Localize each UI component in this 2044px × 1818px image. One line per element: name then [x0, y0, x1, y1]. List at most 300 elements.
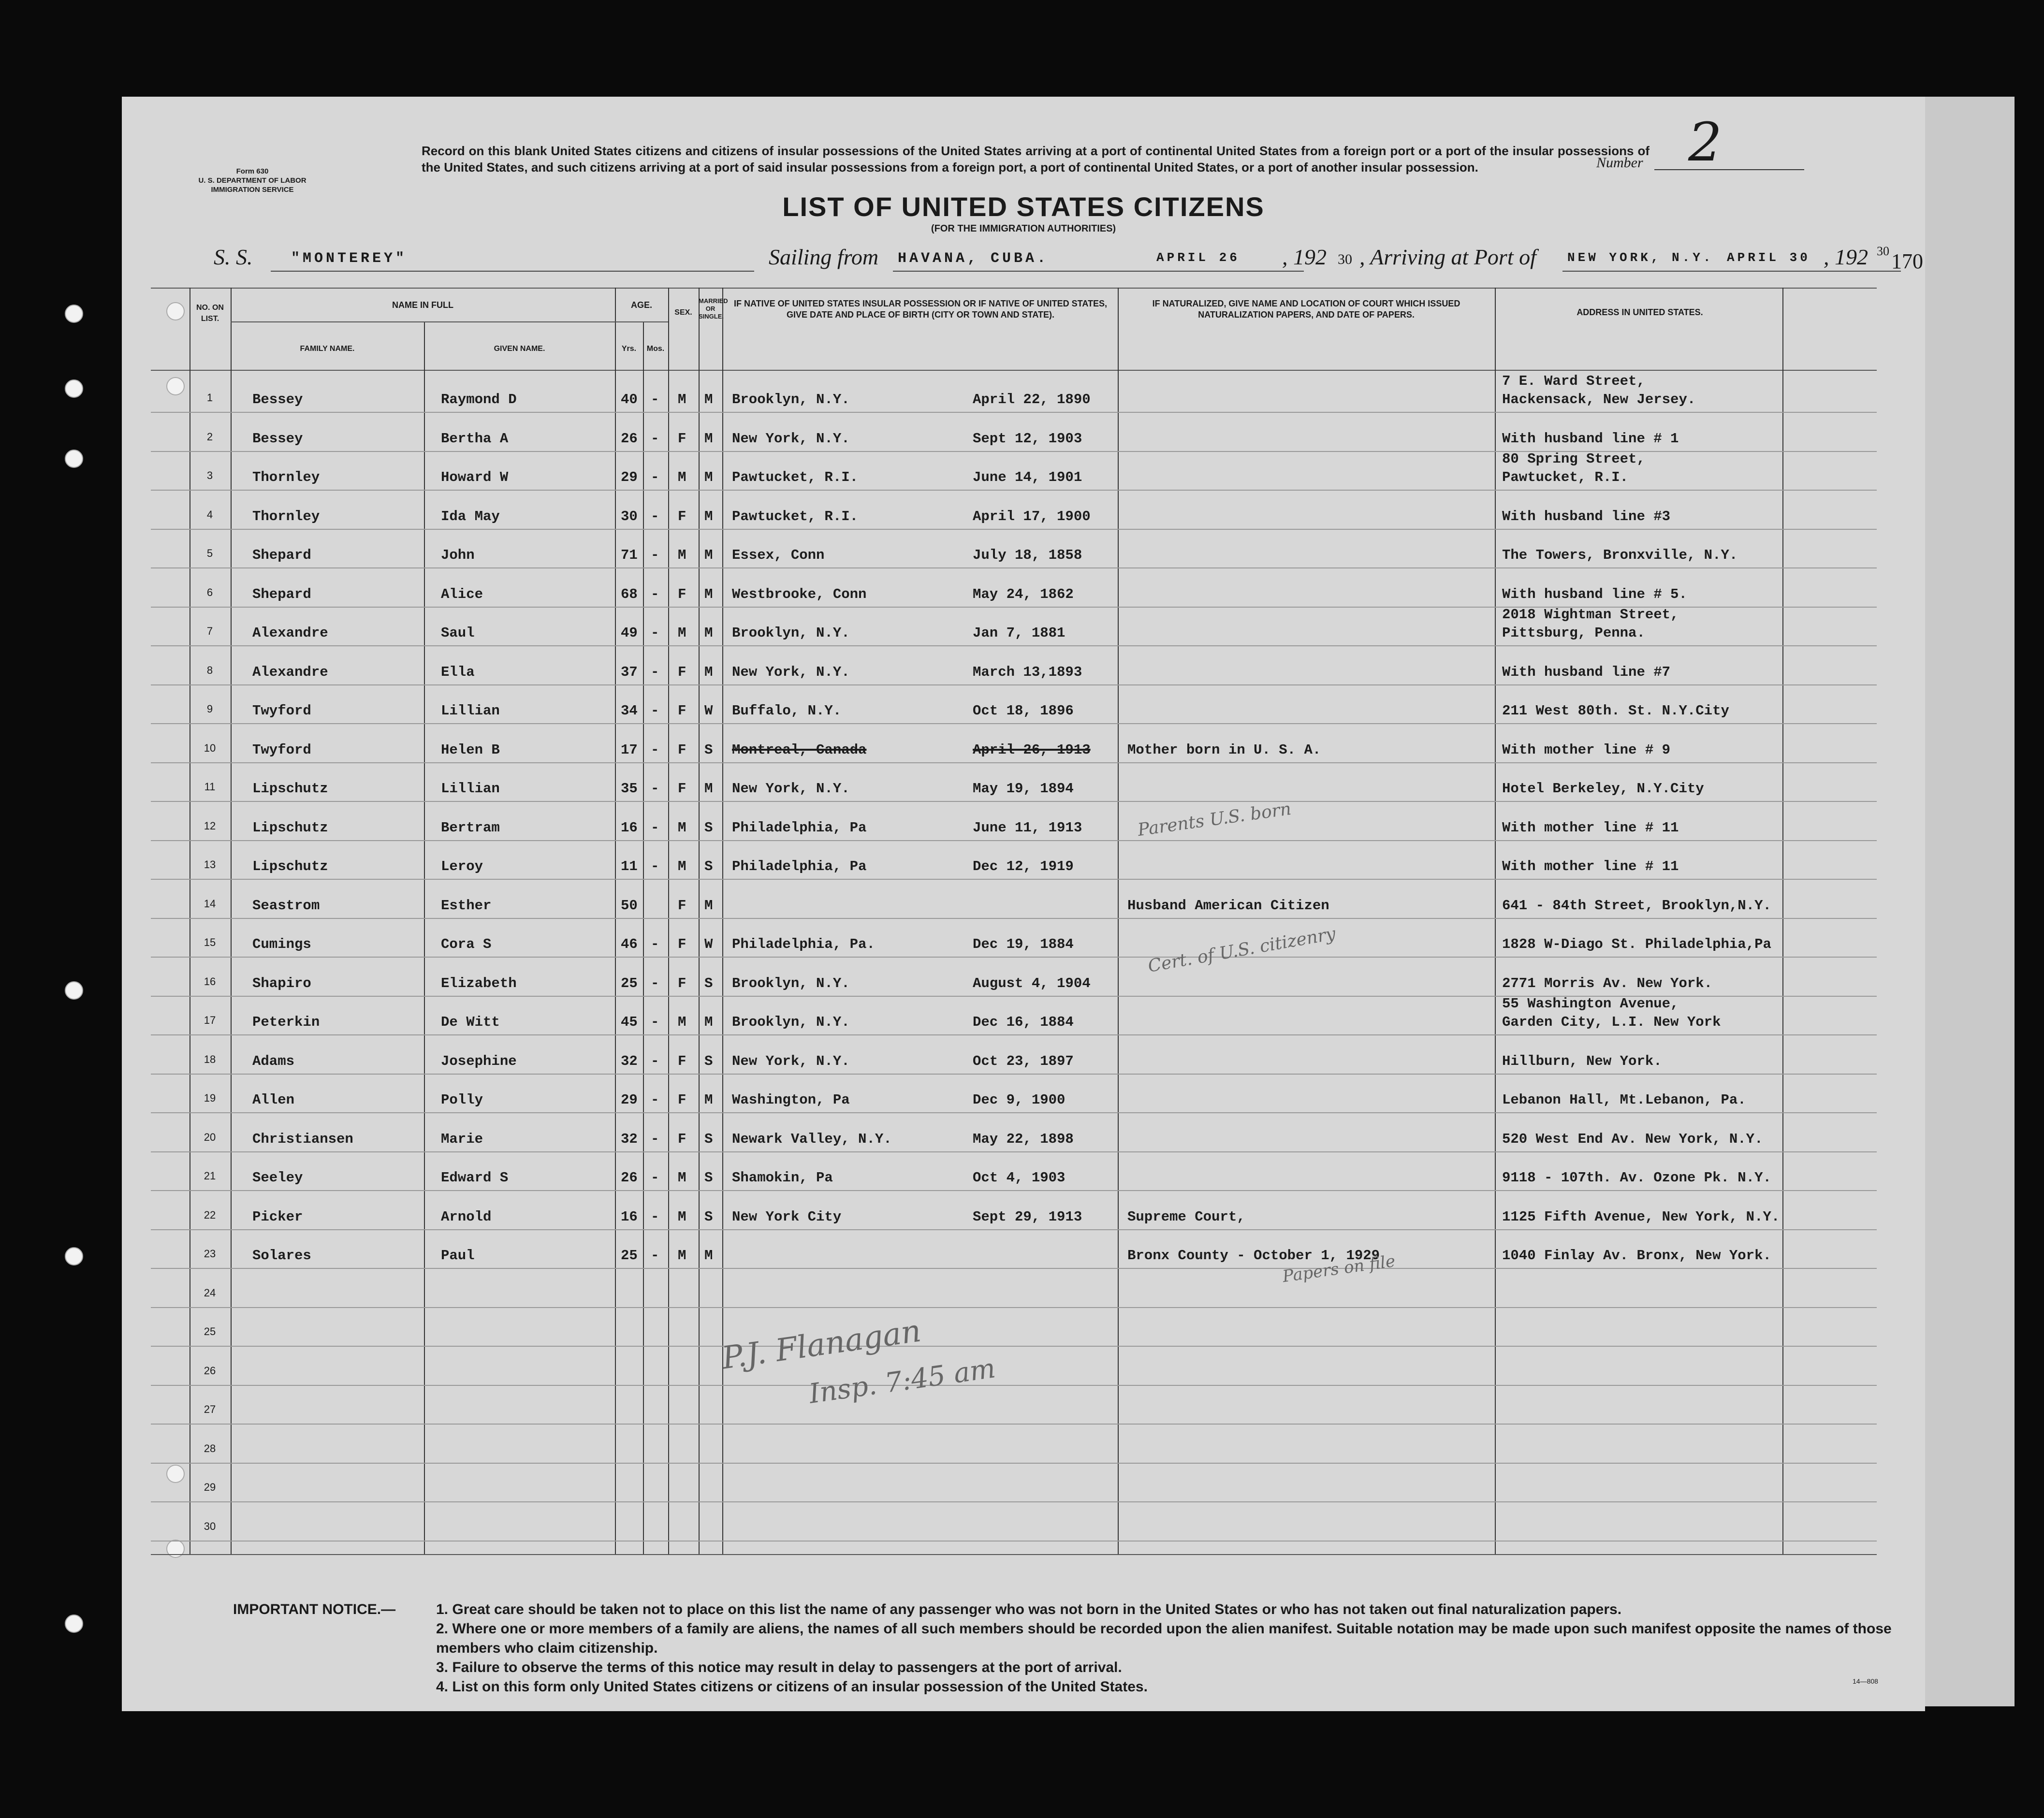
cell-sex: F [678, 1053, 686, 1069]
row-number: 30 [204, 1520, 216, 1532]
row-number: 8 [206, 664, 213, 676]
cell-family: Twyford [252, 703, 311, 719]
cell-family: Alexandre [252, 664, 328, 680]
cell-family: Lipschutz [252, 819, 328, 836]
cell-date: Jan 7, 1881 [973, 625, 1066, 641]
cell-place: Montreal, Canada [732, 742, 867, 758]
cell-given: Josephine [441, 1053, 517, 1069]
cell-date: Dec 16, 1884 [973, 1014, 1074, 1030]
cell-date: Oct 23, 1897 [973, 1053, 1074, 1069]
cell-given: Bertha A [441, 430, 509, 447]
cell-yrs: 25 [621, 1248, 638, 1264]
passenger-table [122, 288, 1925, 1554]
port-underline [1562, 271, 1901, 272]
cell-place: Buffalo, N.Y. [732, 703, 842, 719]
form-identifier [182, 167, 322, 194]
cell-address: With mother line # 11 [1502, 858, 1679, 874]
cell-date: April 22, 1890 [973, 392, 1091, 407]
row-number: 18 [204, 1053, 216, 1065]
notice-lead: IMPORTANT NOTICE.— [233, 1601, 396, 1617]
cell-yrs: 32 [621, 1131, 638, 1147]
cell-yrs: 29 [621, 1092, 638, 1108]
row-rule [151, 1501, 1877, 1502]
cell-sex: F [678, 742, 686, 758]
cell-address: 2771 Morris Av. New York. [1502, 975, 1713, 991]
page-number: 170 [1891, 249, 1923, 273]
notice-item: 4. List on this form only United States citizens or citizens of an insular possession of the United States. [436, 1679, 1148, 1695]
cell-family: Seeley [252, 1170, 303, 1186]
cell-mos: - [651, 625, 659, 641]
cell-given: Arnold [441, 1208, 492, 1225]
cell-sex: M [678, 625, 686, 641]
cell-sex: F [678, 1131, 686, 1147]
cell-address: With husband line # 1 [1502, 430, 1679, 447]
cell-given: Alice [441, 586, 483, 602]
number-label: Number [1596, 155, 1643, 171]
cell-address: Pawtucket, R.I. [1502, 469, 1629, 485]
cell-date: March 13,1893 [973, 664, 1082, 680]
cell-address: Hillburn, New York. [1502, 1053, 1662, 1069]
cell-mos: - [651, 430, 659, 447]
form-number: Form 630 [236, 167, 269, 175]
cell-mos: - [651, 508, 659, 524]
cell-given: Polly [441, 1092, 483, 1108]
header-name: NAME IN FULL [392, 300, 453, 310]
binder-hole [65, 379, 83, 398]
cell-ms: S [704, 819, 713, 836]
row-rule [151, 1074, 1877, 1075]
cell-yrs: 45 [621, 1014, 638, 1030]
cell-mos: - [651, 392, 659, 407]
header-bottom-rule [151, 370, 1877, 371]
cell-ms: M [704, 1014, 713, 1030]
cell-address: Hackensack, New Jersey. [1502, 392, 1696, 407]
cell-address: With husband line #7 [1502, 664, 1671, 680]
cell-ms: M [704, 1092, 713, 1108]
cell-address: 55 Washington Avenue, [1502, 996, 1679, 1012]
cell-ms: M [704, 1248, 713, 1264]
cell-naturalization: Bronx County - October 1, 1929 [1127, 1248, 1380, 1264]
cell-ms: W [704, 703, 713, 719]
header-married: MARRIED OR SINGLE. [699, 297, 728, 320]
cell-given: Elizabeth [441, 975, 517, 991]
cell-given: Saul [441, 625, 475, 641]
row-number: 9 [206, 703, 213, 715]
cell-yrs: 26 [621, 430, 638, 447]
cell-given: De Witt [441, 1014, 500, 1030]
cell-mos: - [651, 1014, 659, 1030]
row-rule [151, 567, 1877, 568]
row-number: 12 [204, 819, 216, 832]
row-number: 19 [204, 1092, 216, 1104]
arrival-port: NEW YORK, N.Y. [1567, 250, 1714, 265]
cell-address: 211 West 80th. St. N.Y.City [1502, 703, 1729, 719]
header-family: FAMILY NAME. [300, 345, 355, 353]
cell-sex: M [678, 469, 686, 485]
inspector-signature: P.J. Flanagan [719, 1313, 923, 1377]
row-rule [151, 801, 1877, 802]
row-rule [151, 645, 1877, 646]
from-underline [893, 271, 1304, 272]
cell-family: Shapiro [252, 975, 311, 991]
col-rule [1118, 288, 1119, 1554]
cell-date: May 22, 1898 [973, 1131, 1074, 1147]
cell-address: 1125 Fifth Avenue, New York, N.Y. [1502, 1208, 1780, 1225]
row-number: 28 [204, 1442, 216, 1454]
row-number: 22 [204, 1208, 216, 1221]
arriving-label: , Arriving at Port of [1359, 245, 1536, 269]
cell-place: Westbrooke, Conn [732, 586, 867, 602]
header-yrs: Yrs. [621, 345, 637, 353]
row-rule [151, 1229, 1877, 1230]
row-rule [151, 1385, 1877, 1386]
cell-given: Ella [441, 664, 475, 680]
cell-given: Lillian [441, 781, 500, 797]
cell-mos: - [651, 781, 659, 797]
row-rule [151, 490, 1877, 491]
cell-date: July 18, 1858 [973, 547, 1082, 563]
cell-family: Twyford [252, 742, 311, 758]
cell-yrs: 68 [621, 586, 638, 602]
cell-ms: S [704, 858, 713, 874]
row-number: 21 [204, 1170, 216, 1182]
cell-mos: - [651, 586, 659, 602]
handwritten-note-row10: Parents U.S. born [1136, 799, 1293, 841]
cell-date: May 24, 1862 [973, 586, 1074, 602]
cell-sex: F [678, 586, 686, 602]
binder-hole [65, 1614, 83, 1633]
row-number: 7 [206, 625, 213, 637]
cell-address: With husband line # 5. [1502, 586, 1687, 602]
cell-yrs: 37 [621, 664, 638, 680]
cell-yrs: 35 [621, 781, 638, 797]
cell-given: Leroy [441, 858, 483, 874]
cell-mos: - [651, 858, 659, 874]
header-birth: IF NATIVE OF UNITED STATES INSULAR POSSESSION OR IF NATIVE OF UNITED STATES, GIVE DATE AND PLACE OF BIRTH (CITY OR TOWN AND STATE). [733, 299, 1108, 320]
cell-mos: - [651, 1248, 659, 1264]
cell-place: Shamokin, Pa [732, 1170, 833, 1186]
cell-given: Cora S [441, 936, 492, 952]
cell-family: Cumings [252, 936, 311, 952]
sheet-number: 2 [1688, 111, 1722, 173]
cell-place: New York City [732, 1208, 842, 1225]
cell-yrs: 26 [621, 1170, 638, 1186]
cell-address: Lebanon Hall, Mt.Lebanon, Pa. [1502, 1092, 1746, 1108]
row-number: 24 [204, 1286, 216, 1299]
cell-date: Dec 12, 1919 [973, 858, 1074, 874]
cell-date: April 17, 1900 [973, 508, 1091, 524]
cell-family: Alexandre [252, 625, 328, 641]
cell-place: Newark Valley, N.Y. [732, 1131, 892, 1147]
sailing-label: Sailing from [769, 245, 879, 269]
cell-sex: M [678, 1208, 686, 1225]
cell-place: Philadelphia, Pa [732, 858, 867, 874]
row-rule [151, 1463, 1877, 1464]
row-rule [151, 1034, 1877, 1035]
cell-mos: - [651, 1170, 659, 1186]
number-underline [1654, 169, 1804, 170]
cell-sex: F [678, 1092, 686, 1108]
header-sex: SEX. [674, 308, 692, 317]
cell-ms: W [704, 936, 713, 952]
underlying-page [1914, 97, 2015, 1706]
instructions-text: Record on this blank United States citizens and citizens of insular possessions of the United States arriving at a port of continental United States from a foreign port or a port of the insular possessions of the United States, and such citizens arriving at a port of said insular possessions from a foreign port, a port of continental United States, or a port of another insular possession. [422, 144, 1650, 175]
cell-address: 7 E. Ward Street, [1502, 373, 1645, 389]
service: IMMIGRATION SERVICE [211, 186, 294, 194]
row-rule [151, 1424, 1877, 1425]
header-naturalized: IF NATURALIZED, GIVE NAME AND LOCATION OF COURT WHICH ISSUED NATURALIZATION PAPERS, AND DATE OF PAPERS. [1152, 299, 1460, 320]
manifest-page [122, 97, 1925, 1711]
cell-family: Christiansen [252, 1131, 353, 1147]
cell-sex: M [678, 392, 686, 407]
cell-mos: - [651, 936, 659, 952]
notice-item: 3. Failure to observe the terms of this notice may result in delay to passengers at the port of arrival. [436, 1659, 1122, 1675]
cell-address: With mother line # 11 [1502, 819, 1679, 836]
cell-address: Hotel Berkeley, N.Y.City [1502, 781, 1704, 797]
row-rule [151, 1151, 1877, 1152]
cell-ms: M [704, 508, 713, 524]
cell-address: 2018 Wightman Street, [1502, 607, 1679, 623]
cell-place: Washington, Pa [732, 1092, 850, 1108]
cell-address: The Towers, Bronxville, N.Y. [1502, 547, 1738, 563]
cell-ms: S [704, 1170, 713, 1186]
arrival-date: APRIL 30 [1727, 250, 1810, 265]
header-age: AGE. [630, 300, 652, 310]
cell-given: Ida May [441, 508, 500, 524]
cell-mos: - [651, 469, 659, 485]
cell-date: Dec 19, 1884 [973, 936, 1074, 952]
table-top-rule [151, 288, 1877, 289]
header-address: ADDRESS IN UNITED STATES. [1577, 307, 1703, 317]
cell-given: Bertram [441, 819, 500, 836]
sailing-from: HAVANA, CUBA. [898, 250, 1049, 267]
cell-yrs: 16 [621, 1208, 638, 1225]
cell-yrs: 50 [621, 897, 638, 914]
cell-address: 641 - 84th Street, Brooklyn,N.Y. [1502, 897, 1771, 914]
handwritten-note-row14: Cert. of U.S. citizenry [1146, 924, 1337, 976]
cell-yrs: 40 [621, 392, 638, 407]
row-number: 13 [204, 858, 216, 871]
cell-date: Oct 18, 1896 [973, 703, 1074, 719]
col-rule [699, 288, 700, 1554]
cell-date: May 19, 1894 [973, 781, 1074, 797]
cell-mos: - [651, 975, 659, 991]
cell-place: Philadelphia, Pa [732, 819, 867, 836]
cell-naturalization: Husband American Citizen [1127, 897, 1329, 914]
row-number: 27 [204, 1403, 216, 1415]
cell-sex: M [678, 819, 686, 836]
ship-name: "MONTEREY" [291, 250, 408, 267]
row-rule [151, 918, 1877, 919]
cell-sex: F [678, 975, 686, 991]
cell-family: Lipschutz [252, 858, 328, 874]
cell-sex: F [678, 508, 686, 524]
row-number: 10 [204, 742, 216, 754]
cell-address: 1040 Finlay Av. Bronx, New York. [1502, 1248, 1771, 1264]
header-given: GIVEN NAME. [494, 345, 545, 353]
sailing-year: 30 [1338, 251, 1352, 267]
cell-address: With husband line #3 [1502, 508, 1671, 524]
cell-given: Helen B [441, 742, 500, 758]
cell-given: Howard W [441, 469, 509, 485]
cell-yrs: 11 [621, 858, 638, 874]
cell-place: Essex, Conn [732, 547, 825, 563]
row-rule [151, 412, 1877, 413]
cell-date: Oct 4, 1903 [973, 1170, 1066, 1186]
row-number: 25 [204, 1325, 216, 1338]
cell-place: New York, N.Y. [732, 1053, 850, 1069]
row-rule [151, 1346, 1877, 1347]
cell-given: Lillian [441, 703, 500, 719]
cell-sex: F [678, 703, 686, 719]
cell-sex: F [678, 664, 686, 680]
cell-yrs: 29 [621, 469, 638, 485]
cell-place: New York, N.Y. [732, 430, 850, 447]
binder-hole [65, 305, 83, 323]
binder-hole [65, 1247, 83, 1265]
row-number: 20 [204, 1131, 216, 1143]
row-rule [151, 1307, 1877, 1308]
cell-mos: - [651, 1131, 659, 1147]
sailing-date: APRIL 26 [1156, 250, 1240, 265]
cell-family: Picker [252, 1208, 303, 1225]
binder-hole [65, 981, 83, 1000]
cell-place: New York, N.Y. [732, 781, 850, 797]
cell-mos: - [651, 1208, 659, 1225]
cell-address: 9118 - 107th. Av. Ozone Pk. N.Y. [1502, 1170, 1771, 1186]
cell-given: Marie [441, 1131, 483, 1147]
notice-item: 1. Great care should be taken not to place on this list the name of any passenger who was not born in the United States or who has not taken out final naturalization papers. [436, 1601, 1622, 1617]
cell-family: Bessey [252, 430, 303, 447]
row-number: 2 [206, 430, 213, 443]
cell-place: Pawtucket, R.I. [732, 508, 859, 524]
cell-sex: F [678, 897, 686, 914]
row-number: 11 [204, 781, 216, 793]
cell-mos: - [651, 742, 659, 758]
col-rule [1782, 288, 1783, 1554]
row-number: 5 [206, 547, 213, 559]
cell-family: Lipschutz [252, 781, 328, 797]
year-prefix: , 192 [1282, 245, 1327, 269]
cell-given: Edward S [441, 1170, 509, 1186]
cell-date: June 14, 1901 [973, 469, 1082, 485]
row-number: 15 [204, 936, 216, 948]
cell-ms: S [704, 742, 713, 758]
cell-family: Peterkin [252, 1014, 320, 1030]
notice-item: 2. Where one or more members of a family are aliens, the names of all such members should be recorded upon the alien manifest. Suitable notation may be made upon such manifest opposite the names of those members who claim citizenship. [436, 1621, 1892, 1656]
col-rule [231, 288, 232, 1554]
cell-yrs: 32 [621, 1053, 638, 1069]
cell-sex: M [678, 547, 686, 563]
cell-ms: M [704, 897, 713, 914]
row-rule [151, 879, 1877, 880]
cell-yrs: 34 [621, 703, 638, 719]
row-rule [151, 1190, 1877, 1191]
form-code: 14—808 [1853, 1677, 1878, 1685]
handwritten-note-row22: Papers on file [1281, 1251, 1397, 1287]
cell-date: Dec 9, 1900 [973, 1092, 1066, 1108]
col-rule [615, 288, 616, 1554]
cell-mos: - [651, 547, 659, 563]
subheader-rule [231, 321, 668, 322]
col-rule [643, 321, 644, 1554]
cell-naturalization: Supreme Court, [1127, 1208, 1245, 1225]
cell-family: Solares [252, 1248, 311, 1264]
binder-hole [65, 450, 83, 468]
row-number: 16 [204, 975, 216, 988]
cell-place: Brooklyn, N.Y. [732, 975, 850, 991]
col-rule [424, 321, 425, 1554]
row-rule [151, 762, 1877, 763]
cell-mos: - [651, 1092, 659, 1108]
department: U. S. DEPARTMENT OF LABOR [198, 176, 307, 185]
cell-yrs: 17 [621, 742, 638, 758]
cell-sex: M [678, 858, 686, 874]
row-rule [151, 957, 1877, 958]
row-rule [151, 1112, 1877, 1113]
cell-family: Allen [252, 1092, 295, 1108]
cell-ms: S [704, 975, 713, 991]
cell-mos: - [651, 703, 659, 719]
cell-address: Pittsburg, Penna. [1502, 625, 1645, 641]
cell-place: New York, N.Y. [732, 664, 850, 680]
cell-yrs: 71 [621, 547, 638, 563]
row-rule [151, 529, 1877, 530]
cell-ms: M [704, 586, 713, 602]
cell-place: Brooklyn, N.Y. [732, 1014, 850, 1030]
cell-sex: F [678, 781, 686, 797]
cell-ms: M [704, 392, 713, 407]
voyage-line [214, 242, 1925, 276]
cell-sex: M [678, 1248, 686, 1264]
cell-address: 80 Spring Street, [1502, 451, 1645, 467]
cell-place: Pawtucket, R.I. [732, 469, 859, 485]
cell-sex: M [678, 1170, 686, 1186]
cell-sex: M [678, 1014, 686, 1030]
table-bottom-rule [151, 1554, 1877, 1555]
cell-address: With mother line # 9 [1502, 742, 1671, 758]
cell-date: August 4, 1904 [973, 975, 1091, 991]
cell-given: Raymond D [441, 392, 517, 407]
col-rule [668, 288, 669, 1554]
row-number: 6 [206, 586, 213, 598]
cell-ms: M [704, 469, 713, 485]
row-number: 4 [206, 508, 213, 521]
cell-ms: M [704, 664, 713, 680]
cell-family: Bessey [252, 392, 303, 407]
cell-address: Garden City, L.I. New York [1502, 1014, 1721, 1030]
cell-date: Sept 29, 1913 [973, 1208, 1082, 1225]
cell-mos: - [651, 1053, 659, 1069]
cell-date: Sept 12, 1903 [973, 430, 1082, 447]
cell-family: Adams [252, 1053, 295, 1069]
page-subtitle: (FOR THE IMMIGRATION AUTHORITIES) [931, 223, 1116, 234]
cell-ms: S [704, 1208, 713, 1225]
cell-ms: M [704, 547, 713, 563]
arrival-year: 30 [1877, 244, 1889, 258]
row-number: 14 [204, 897, 216, 910]
cell-place: Brooklyn, N.Y. [732, 392, 850, 407]
cell-ms: S [704, 1131, 713, 1147]
cell-place: Philadelphia, Pa. [732, 936, 875, 952]
arrival-year-prefix: , 192 [1824, 245, 1868, 269]
cell-given: Esther [441, 897, 492, 914]
cell-ms: S [704, 1053, 713, 1069]
cell-mos: - [651, 664, 659, 680]
cell-given: John [441, 547, 475, 563]
cell-yrs: 30 [621, 508, 638, 524]
row-rule [151, 840, 1877, 841]
